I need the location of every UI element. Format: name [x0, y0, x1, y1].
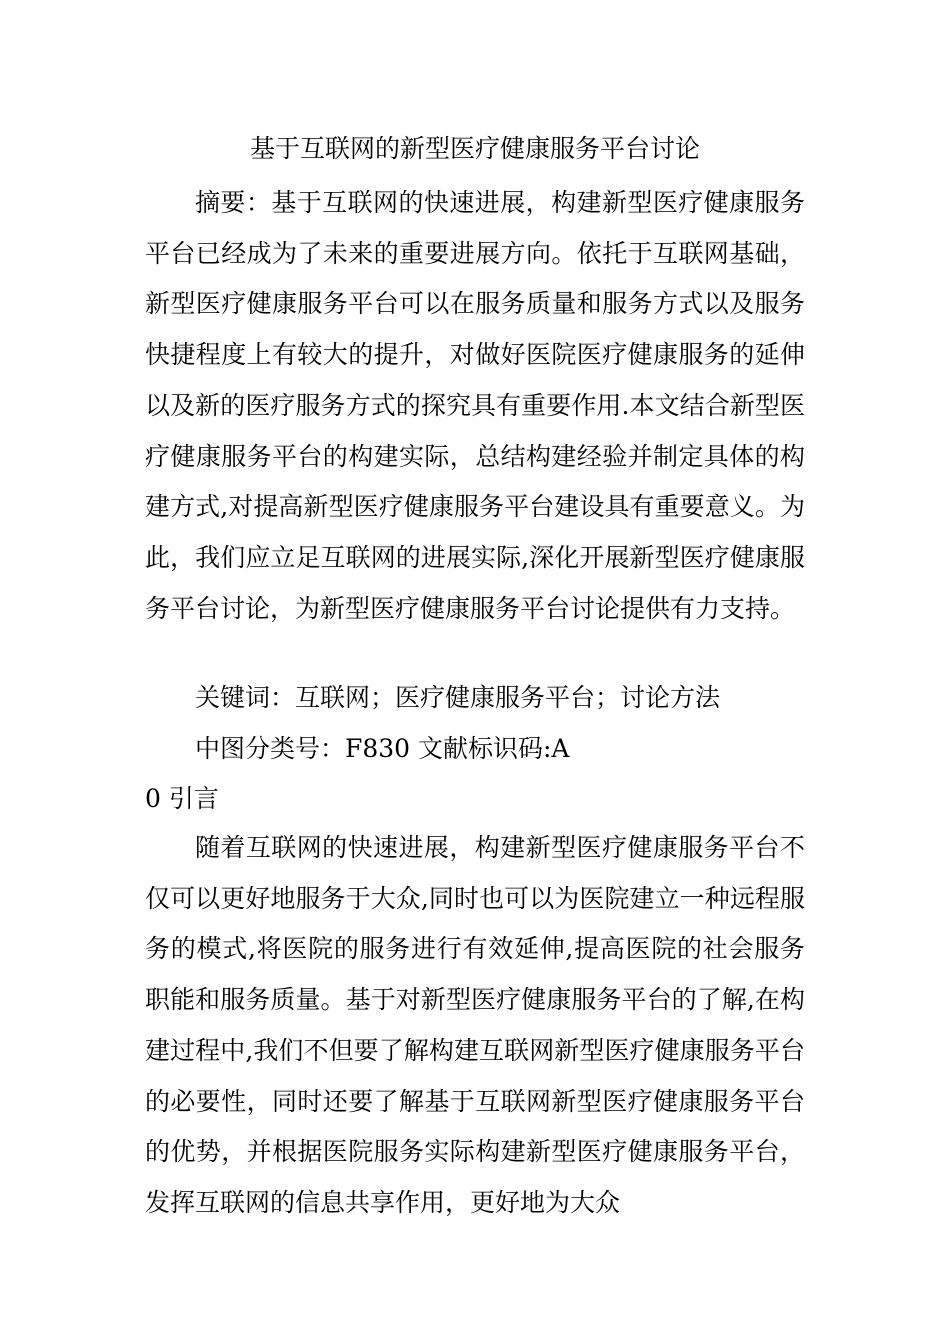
abstract-paragraph: 摘要：基于互联网的快速进展，构建新型医疗健康服务平台已经成为了未来的重要进展方向。依托于互联网基础，新型医疗健康服务平台可以在服务质量和服务方式以及服务快捷程度上有较大的提升，对做好医院医疗健康服务的延伸以及新的医疗服务方式的探究具有重要作用.本文结合新型医疗健康服务平台的构建实际，总结构建经验并制定具体的构建方式,对提高新型医疗健康服务平台建设具有重要意义。为此，我们应立足互联网的进展实际,深化开展新型医疗健康服务平台讨论，为新型医疗健康服务平台讨论提供有力支持。: [145, 188, 805, 623]
document-title: 基于互联网的新型医疗健康服务平台讨论: [249, 134, 700, 163]
introduction-paragraph: 随着互联网的快速进展，构建新型医疗健康服务平台不仅可以更好地服务于大众,同时也可以为医院建立一种远程服务的模式,将医院的服务进行有效延伸,提高医院的社会服务职能和服务质量。基于对新型医疗健康服务平台的了解,在构建过程中,我们不但要了解构建互联网新型医疗健康服务平台的必要性，同时还要了解基于互联网新型医疗健康服务平台的优势，并根据医院服务实际构建新型医疗健康服务平台，发挥互联网的信息共享作用，更好地为大众: [145, 833, 805, 1217]
classification-line: 中图分类号：F830 文献标识码:A: [195, 734, 570, 763]
keywords-line: 关键词：互联网；医疗健康服务平台；讨论方法: [195, 683, 721, 712]
section-heading-introduction: 0 引言: [145, 784, 219, 813]
